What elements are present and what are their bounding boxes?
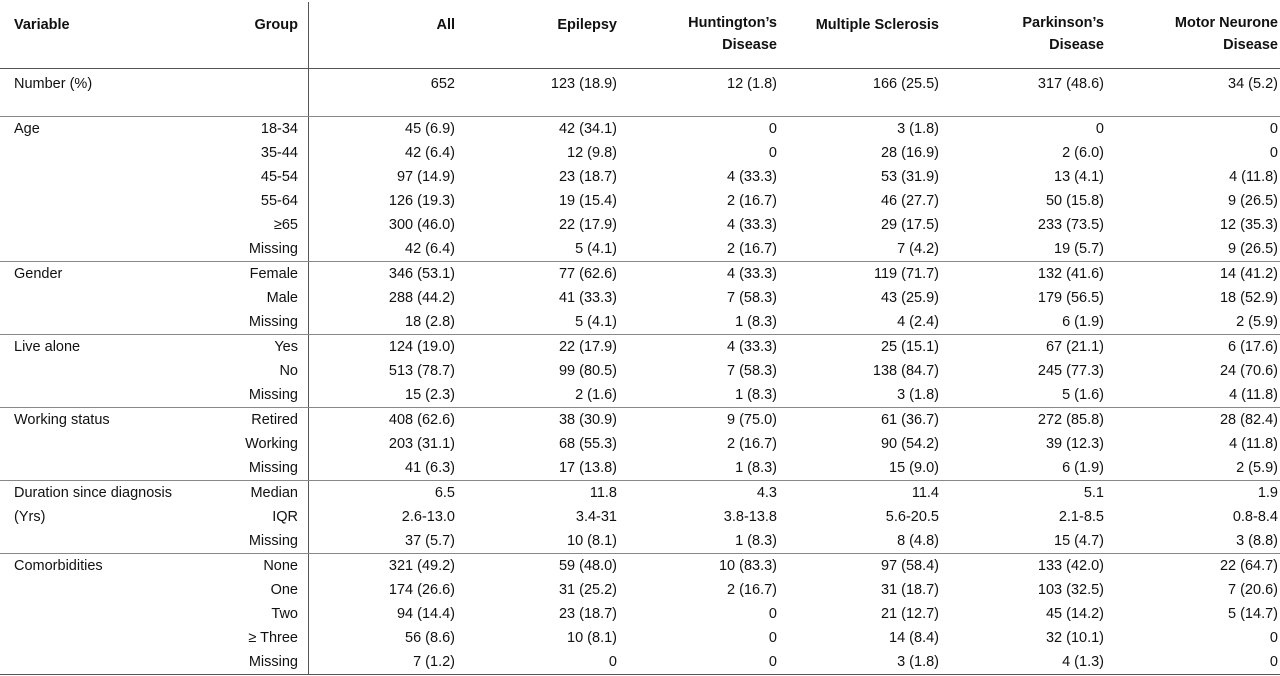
value-cell-parkinsons: 32 (10.1) (1045, 629, 1104, 646)
variable-cell (0, 189, 150, 213)
value-cell-huntingtons: 1 (8.3) (625, 310, 785, 335)
value-cell-multiple-sclerosis: 5.6-20.5 (885, 508, 939, 525)
group-cell: Missing (150, 529, 308, 554)
value-cell-all: 174 (26.6) (388, 581, 455, 598)
header-parkinsons-line1: Parkinson’s (1022, 15, 1104, 31)
value-cell-multiple-sclerosis: 25 (15.1) (880, 338, 939, 355)
value-cell-epilepsy: 19 (15.4) (558, 192, 617, 209)
value-cell-epilepsy: 41 (33.3) (558, 289, 617, 306)
value-cell-all: 288 (44.2) (388, 289, 455, 306)
table-row (0, 553, 1280, 578)
value-cell-epilepsy: 17 (13.8) (463, 456, 625, 481)
group-cell: Median (250, 484, 298, 501)
value-cell-motor-neurone: 12 (35.3) (1219, 216, 1278, 233)
value-cell-all: 94 (14.4) (396, 605, 455, 622)
group-cell: Missing (150, 456, 308, 481)
table-row (0, 189, 1280, 213)
value-cell-all: 37 (5.7) (308, 529, 463, 554)
value-cell-parkinsons: 233 (73.5) (1037, 216, 1104, 233)
header-epilepsy: Epilepsy (463, 0, 625, 68)
value-cell-all: 513 (78.7) (388, 362, 455, 379)
value-cell-epilepsy: 31 (25.2) (558, 581, 617, 598)
group-cell: 45-54 (260, 168, 298, 185)
group-cell: 18-34 (260, 120, 298, 137)
variable-cell (0, 650, 150, 675)
value-cell-epilepsy: 123 (18.9) (463, 68, 625, 116)
group-cell: No (279, 362, 298, 379)
variable-cell: Number (%) (0, 68, 150, 116)
group-cell: ≥65 (273, 216, 298, 233)
value-cell-huntingtons: 1 (8.3) (625, 529, 785, 554)
value-cell-epilepsy: 68 (55.3) (558, 435, 617, 452)
value-cell-all: 45 (6.9) (405, 120, 455, 137)
value-cell-motor-neurone: 0 (1269, 144, 1278, 161)
value-cell-motor-neurone: 9 (26.5) (1228, 192, 1278, 209)
value-cell-epilepsy: 22 (17.9) (558, 338, 617, 355)
value-cell-motor-neurone: 18 (52.9) (1219, 289, 1278, 306)
value-cell-huntingtons: 12 (1.8) (625, 68, 785, 116)
value-cell-epilepsy: 10 (8.1) (463, 529, 625, 554)
value-cell-huntingtons: 4 (33.3) (727, 338, 777, 355)
table-row (0, 141, 1280, 165)
value-cell-motor-neurone: 24 (70.6) (1219, 362, 1278, 379)
value-cell-multiple-sclerosis: 28 (16.9) (880, 144, 939, 161)
value-cell-epilepsy: 5 (4.1) (463, 237, 625, 262)
group-cell (150, 68, 308, 116)
variable-cell: Working status (14, 411, 110, 428)
value-cell-all: 652 (308, 68, 463, 116)
variable-cell: Gender (14, 265, 63, 282)
value-cell-epilepsy: 12 (9.8) (567, 144, 617, 161)
value-cell-motor-neurone: 5 (14.7) (1228, 605, 1278, 622)
value-cell-multiple-sclerosis: 3 (1.8) (785, 650, 947, 675)
value-cell-huntingtons: 2 (16.7) (625, 237, 785, 262)
group-cell: None (263, 557, 298, 574)
variable-cell (0, 359, 150, 383)
table-row (0, 480, 1280, 505)
value-cell-huntingtons: 0 (768, 144, 777, 161)
value-cell-motor-neurone: 0.8-8.4 (1232, 508, 1278, 525)
table-row (0, 261, 1280, 286)
value-cell-parkinsons: 6 (1.9) (947, 456, 1112, 481)
table-row (0, 116, 1280, 141)
value-cell-huntingtons: 10 (83.3) (718, 557, 777, 574)
value-cell-multiple-sclerosis: 3 (1.8) (785, 383, 947, 408)
table-row (0, 505, 1280, 529)
table-row (0, 650, 1280, 675)
group-cell: Two (271, 605, 298, 622)
value-cell-motor-neurone: 22 (64.7) (1219, 557, 1278, 574)
header-multiple-sclerosis: Multiple Sclerosis (785, 0, 947, 68)
table-row (0, 165, 1280, 189)
value-cell-huntingtons: 4 (33.3) (727, 265, 777, 282)
value-cell-huntingtons: 9 (75.0) (727, 411, 777, 428)
value-cell-epilepsy: 23 (18.7) (558, 605, 617, 622)
value-cell-motor-neurone: 4 (11.8) (1112, 383, 1280, 408)
value-cell-all: 18 (2.8) (308, 310, 463, 335)
value-cell-all: 300 (46.0) (388, 216, 455, 233)
value-cell-huntingtons: 7 (58.3) (727, 362, 777, 379)
value-cell-multiple-sclerosis: 53 (31.9) (880, 168, 939, 185)
value-cell-multiple-sclerosis: 90 (54.2) (880, 435, 939, 452)
group-cell: Missing (150, 650, 308, 675)
value-cell-huntingtons: 0 (768, 605, 777, 622)
variable-cell (0, 310, 150, 335)
table-row (0, 578, 1280, 602)
header-huntingtons (625, 0, 785, 68)
group-cell: 55-64 (260, 192, 298, 209)
value-cell-huntingtons: 4 (33.3) (727, 216, 777, 233)
value-cell-parkinsons: 4 (1.3) (947, 650, 1112, 675)
value-cell-parkinsons: 132 (41.6) (1037, 265, 1104, 282)
value-cell-epilepsy: 11.8 (589, 484, 617, 501)
variable-cell (0, 529, 150, 554)
value-cell-motor-neurone: 14 (41.2) (1219, 265, 1278, 282)
table-row (0, 529, 1280, 554)
value-cell-parkinsons: 272 (85.8) (1037, 411, 1104, 428)
group-cell: ≥ Three (248, 629, 298, 646)
value-cell-parkinsons: 2.1-8.5 (1058, 508, 1104, 525)
value-cell-all: 42 (6.4) (308, 237, 463, 262)
value-cell-all: 6.5 (434, 484, 455, 501)
value-cell-parkinsons: 19 (5.7) (947, 237, 1112, 262)
value-cell-huntingtons: 3.8-13.8 (723, 508, 777, 525)
variable-cell (0, 602, 150, 626)
value-cell-motor-neurone: 0 (1269, 120, 1278, 137)
header-parkinsons (947, 0, 1112, 68)
variable-cell (0, 165, 150, 189)
value-cell-epilepsy: 5 (4.1) (463, 310, 625, 335)
table-row (0, 456, 1280, 481)
variable-cell: Comorbidities (14, 557, 103, 574)
value-cell-parkinsons: 39 (12.3) (1045, 435, 1104, 452)
value-cell-parkinsons: 133 (42.0) (1037, 557, 1104, 574)
header-huntingtons-line2: Disease (722, 37, 777, 53)
value-cell-all: 346 (53.1) (388, 265, 455, 282)
header-huntingtons-line1: Huntington’s (688, 15, 777, 31)
value-cell-parkinsons: 317 (48.6) (947, 68, 1112, 116)
value-cell-motor-neurone: 2 (5.9) (1112, 456, 1280, 481)
value-cell-epilepsy: 22 (17.9) (558, 216, 617, 233)
value-cell-huntingtons: 0 (625, 650, 785, 675)
value-cell-all: 56 (8.6) (405, 629, 455, 646)
value-cell-parkinsons: 179 (56.5) (1037, 289, 1104, 306)
value-cell-all: 408 (62.6) (388, 411, 455, 428)
value-cell-parkinsons: 245 (77.3) (1037, 362, 1104, 379)
value-cell-parkinsons: 67 (21.1) (1045, 338, 1104, 355)
value-cell-motor-neurone: 34 (5.2) (1112, 68, 1280, 116)
variable-cell: Live alone (14, 338, 81, 355)
variable-cell (0, 213, 150, 237)
group-cell: Retired (251, 411, 298, 428)
table-row (0, 383, 1280, 408)
variable-cell: (Yrs) (14, 508, 46, 525)
value-cell-multiple-sclerosis: 138 (84.7) (872, 362, 939, 379)
header-motor-neurone (1112, 0, 1280, 68)
table-row (0, 334, 1280, 359)
variable-cell (0, 286, 150, 310)
value-cell-parkinsons: 50 (15.8) (1045, 192, 1104, 209)
value-cell-multiple-sclerosis: 46 (27.7) (880, 192, 939, 209)
value-cell-all: 42 (6.4) (405, 144, 455, 161)
variable-cell: Duration since diagnosis (14, 484, 172, 501)
value-cell-all: 124 (19.0) (388, 338, 455, 355)
value-cell-parkinsons: 15 (4.7) (947, 529, 1112, 554)
value-cell-all: 126 (19.3) (388, 192, 455, 209)
value-cell-huntingtons: 2 (16.7) (727, 581, 777, 598)
value-cell-huntingtons: 1 (8.3) (625, 456, 785, 481)
table-row (0, 359, 1280, 383)
table-body (0, 68, 1280, 674)
value-cell-all: 7 (1.2) (308, 650, 463, 675)
value-cell-motor-neurone: 0 (1269, 629, 1278, 646)
variable-cell: Age (14, 120, 40, 137)
value-cell-multiple-sclerosis: 21 (12.7) (880, 605, 939, 622)
value-cell-motor-neurone: 2 (5.9) (1112, 310, 1280, 335)
value-cell-huntingtons: 1 (8.3) (625, 383, 785, 408)
group-cell: Male (266, 289, 298, 306)
variable-cell (0, 237, 150, 262)
header-all: All (308, 0, 463, 68)
value-cell-all: 203 (31.1) (388, 435, 455, 452)
group-cell: Yes (274, 338, 298, 355)
value-cell-huntingtons: 4 (33.3) (727, 168, 777, 185)
value-cell-all: 15 (2.3) (308, 383, 463, 408)
table-row (0, 407, 1280, 432)
value-cell-multiple-sclerosis: 7 (4.2) (785, 237, 947, 262)
group-cell: Female (249, 265, 298, 282)
variable-cell (0, 578, 150, 602)
value-cell-all: 2.6-13.0 (401, 508, 455, 525)
group-cell: Working (245, 435, 298, 452)
variable-cell (0, 626, 150, 650)
group-cell: Missing (150, 310, 308, 335)
value-cell-all: 321 (49.2) (388, 557, 455, 574)
header-group: Group (150, 0, 308, 68)
value-cell-epilepsy: 99 (80.5) (558, 362, 617, 379)
value-cell-parkinsons: 5 (1.6) (947, 383, 1112, 408)
table-row (0, 310, 1280, 335)
value-cell-parkinsons: 13 (4.1) (1054, 168, 1104, 185)
value-cell-motor-neurone: 4 (11.8) (1229, 168, 1278, 185)
table-row (0, 626, 1280, 650)
table-row (0, 602, 1280, 626)
table-row (0, 286, 1280, 310)
table-row (0, 68, 1280, 116)
table-row (0, 432, 1280, 456)
value-cell-multiple-sclerosis: 3 (1.8) (897, 120, 939, 137)
variable-cell (0, 456, 150, 481)
value-cell-parkinsons: 103 (32.5) (1037, 581, 1104, 598)
group-cell: One (270, 581, 298, 598)
value-cell-epilepsy: 77 (62.6) (558, 265, 617, 282)
value-cell-parkinsons: 6 (1.9) (947, 310, 1112, 335)
value-cell-parkinsons: 5.1 (1083, 484, 1104, 501)
value-cell-motor-neurone: 3 (8.8) (1112, 529, 1280, 554)
value-cell-epilepsy: 38 (30.9) (558, 411, 617, 428)
header-variable: Variable (0, 0, 150, 68)
value-cell-multiple-sclerosis: 4 (2.4) (785, 310, 947, 335)
value-cell-huntingtons: 2 (16.7) (727, 192, 777, 209)
value-cell-huntingtons: 2 (16.7) (727, 435, 777, 452)
variable-cell (0, 432, 150, 456)
value-cell-motor-neurone: 0 (1112, 650, 1280, 675)
group-cell: Missing (150, 383, 308, 408)
value-cell-multiple-sclerosis: 11.4 (911, 484, 939, 501)
header-parkinsons-line2: Disease (1049, 37, 1104, 53)
value-cell-multiple-sclerosis: 31 (18.7) (880, 581, 939, 598)
value-cell-huntingtons: 0 (768, 120, 777, 137)
value-cell-multiple-sclerosis: 14 (8.4) (889, 629, 939, 646)
variable-cell (0, 383, 150, 408)
value-cell-epilepsy: 3.4-31 (575, 508, 617, 525)
value-cell-epilepsy: 10 (8.1) (567, 629, 617, 646)
value-cell-epilepsy: 59 (48.0) (558, 557, 617, 574)
header-motor-neurone-line2: Disease (1223, 37, 1278, 53)
value-cell-parkinsons: 2 (6.0) (1062, 144, 1104, 161)
value-cell-motor-neurone: 1.9 (1257, 484, 1278, 501)
header-motor-neurone-line1: Motor Neurone (1174, 15, 1278, 31)
value-cell-parkinsons: 45 (14.2) (1045, 605, 1104, 622)
value-cell-epilepsy: 0 (463, 650, 625, 675)
group-cell: IQR (272, 508, 298, 525)
value-cell-multiple-sclerosis: 166 (25.5) (785, 68, 947, 116)
value-cell-huntingtons: 0 (768, 629, 777, 646)
value-cell-multiple-sclerosis: 8 (4.8) (785, 529, 947, 554)
value-cell-all: 97 (14.9) (396, 168, 455, 185)
group-cell: Missing (150, 237, 308, 262)
value-cell-motor-neurone: 4 (11.8) (1229, 435, 1278, 452)
value-cell-parkinsons: 0 (1095, 120, 1104, 137)
table-row (0, 213, 1280, 237)
value-cell-motor-neurone: 7 (20.6) (1228, 581, 1278, 598)
value-cell-multiple-sclerosis: 29 (17.5) (880, 216, 939, 233)
value-cell-all: 41 (6.3) (308, 456, 463, 481)
variable-cell (0, 141, 150, 165)
value-cell-multiple-sclerosis: 61 (36.7) (880, 411, 939, 428)
value-cell-motor-neurone: 6 (17.6) (1228, 338, 1278, 355)
header-row (0, 0, 1280, 68)
value-cell-huntingtons: 7 (58.3) (727, 289, 777, 306)
value-cell-huntingtons: 4.3 (756, 484, 777, 501)
value-cell-multiple-sclerosis: 97 (58.4) (880, 557, 939, 574)
value-cell-epilepsy: 42 (34.1) (558, 120, 617, 137)
value-cell-epilepsy: 23 (18.7) (558, 168, 617, 185)
value-cell-epilepsy: 2 (1.6) (463, 383, 625, 408)
value-cell-multiple-sclerosis: 43 (25.9) (880, 289, 939, 306)
value-cell-multiple-sclerosis: 119 (71.7) (873, 265, 939, 282)
group-cell: 35-44 (260, 144, 298, 161)
value-cell-multiple-sclerosis: 15 (9.0) (785, 456, 947, 481)
table-row (0, 237, 1280, 262)
value-cell-motor-neurone: 28 (82.4) (1219, 411, 1278, 428)
value-cell-motor-neurone: 9 (26.5) (1112, 237, 1280, 262)
